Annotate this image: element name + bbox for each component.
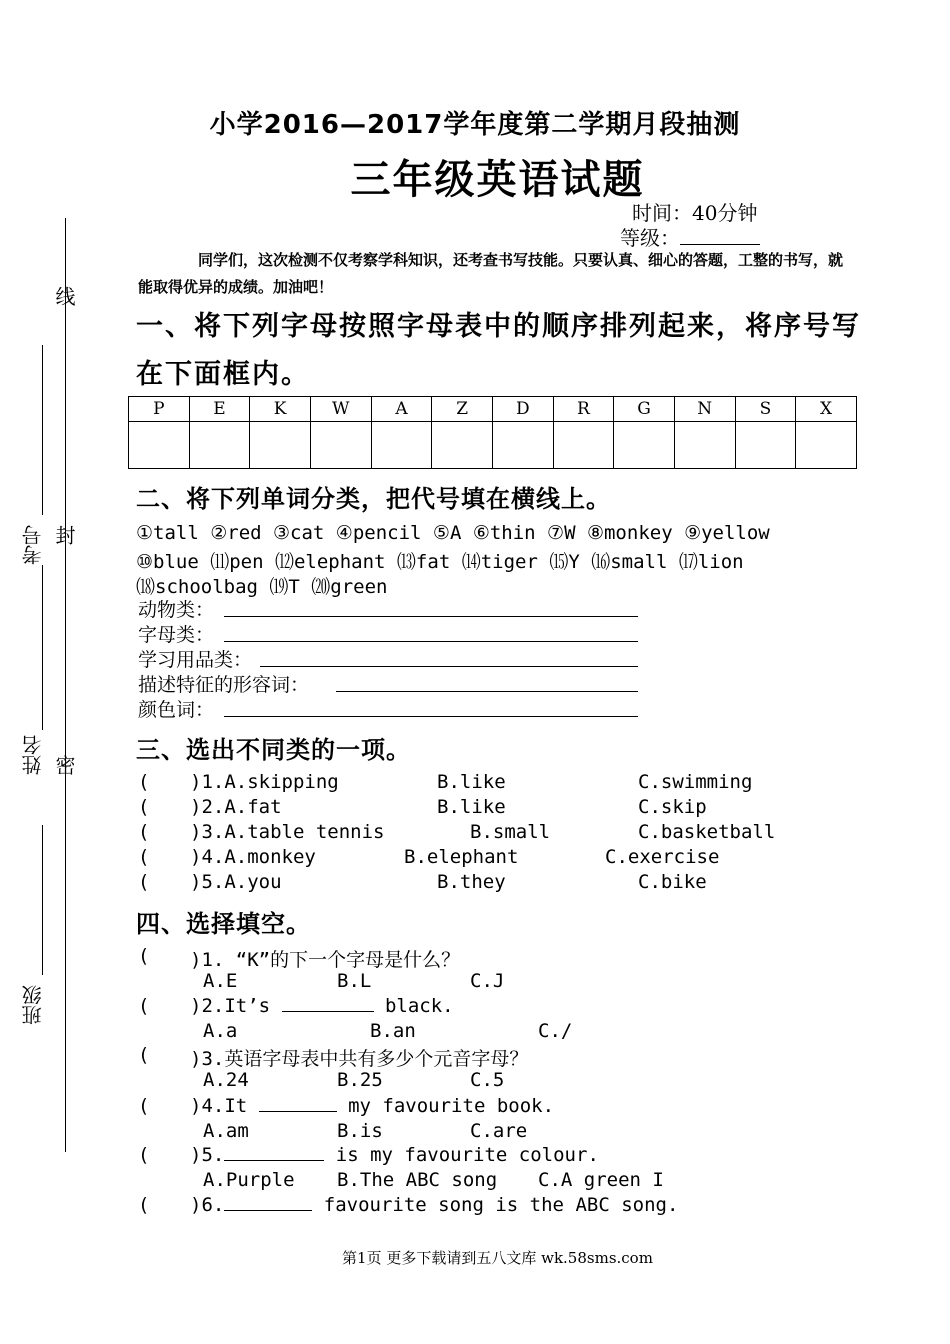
category-animals-blank[interactable] bbox=[224, 616, 638, 617]
letter-cell: R bbox=[553, 397, 614, 422]
s4-q5-text bbox=[190, 1144, 599, 1166]
s3-q2-option-b: B.like bbox=[437, 796, 506, 818]
category-stationery-blank[interactable] bbox=[260, 666, 638, 667]
letter-cell: E bbox=[189, 397, 250, 422]
section2-title: 二、将下列单词分类，把代号填在横线上。 bbox=[136, 485, 611, 513]
s4-q2-option-c: C./ bbox=[538, 1020, 573, 1042]
side-label-xian: 线 bbox=[52, 286, 76, 306]
s3-q3-option-c: C.basketball bbox=[638, 821, 776, 843]
xingming-blank[interactable] bbox=[42, 565, 43, 730]
letters-table bbox=[128, 396, 857, 469]
category-stationery-label: 学习用品类： bbox=[138, 649, 253, 671]
s4-q6-post: favourite song is the ABC song. bbox=[323, 1194, 679, 1216]
s3-q5-option-b: B.they bbox=[437, 871, 506, 893]
section3-title: 三、选出不同类的一项。 bbox=[136, 736, 411, 764]
side-label-kaohao: 考号 bbox=[21, 525, 45, 565]
letter-cell: P bbox=[129, 397, 190, 422]
kaohao-blank[interactable] bbox=[42, 345, 43, 515]
side-label-mi: 密 bbox=[52, 755, 76, 775]
s4-q1-option-a: A.E bbox=[203, 970, 238, 992]
answer-cell[interactable] bbox=[189, 422, 250, 469]
category-colours-blank[interactable] bbox=[224, 716, 638, 717]
word-list-line2: ⑩blue ⑾pen ⑿elephant ⒀fat ⒁tiger ⒂Y ⒃small ⒄lion bbox=[136, 551, 744, 573]
s4-q3-paren[interactable]: ( bbox=[138, 1044, 150, 1066]
intro-text: 同学们，这次检测不仅考察学科知识，还考查书写技能。只要认真、细心的答题，工整的书写，就能取得优异的成绩。加油吧！ bbox=[138, 251, 844, 296]
s3-q4-option-a: )4.A.monkey bbox=[190, 846, 316, 868]
s3-q1-option-b: B.like bbox=[437, 771, 506, 793]
s4-q2-option-b: B.an bbox=[370, 1020, 416, 1042]
answer-cell[interactable] bbox=[129, 422, 190, 469]
s3-q3-paren[interactable]: ( bbox=[138, 821, 150, 843]
s4-q2-post: black. bbox=[384, 995, 454, 1017]
answer-cell[interactable] bbox=[310, 422, 371, 469]
category-adjectives-blank[interactable] bbox=[336, 691, 638, 692]
letter-cell: G bbox=[614, 397, 675, 422]
grade-label: 等级： bbox=[620, 226, 680, 250]
s4-q2-text bbox=[190, 995, 454, 1017]
s4-q5-paren[interactable]: ( bbox=[138, 1144, 150, 1166]
letter-cell: K bbox=[250, 397, 311, 422]
s3-q2-option-c: C.skip bbox=[638, 796, 707, 818]
s3-q3-option-a: )3.A.table tennis bbox=[190, 821, 385, 843]
category-animals-label: 动物类： bbox=[138, 599, 215, 621]
s4-q3-option-c: C.5 bbox=[470, 1069, 505, 1091]
s4-q2-blank[interactable] bbox=[282, 997, 374, 1012]
s4-q5-blank[interactable] bbox=[224, 1146, 324, 1161]
answer-cell[interactable] bbox=[614, 422, 675, 469]
s4-q5-option-c: C.A green I bbox=[538, 1169, 664, 1191]
exam-title: 三年级英语试题 bbox=[350, 157, 645, 203]
s4-q2-option-a: A.a bbox=[203, 1020, 238, 1042]
s3-q1-paren[interactable]: ( bbox=[138, 771, 150, 793]
answer-cell[interactable] bbox=[432, 422, 493, 469]
s3-q2-paren[interactable]: ( bbox=[138, 796, 150, 818]
s4-q4-option-b: B.is bbox=[337, 1120, 383, 1142]
s3-q1-option-a: )1.A.skipping bbox=[190, 771, 339, 793]
s3-q3-option-b: B.small bbox=[470, 821, 551, 843]
s4-q5-post: is my favourite colour. bbox=[335, 1144, 599, 1166]
s3-q5-option-a: )5.A.you bbox=[190, 871, 282, 893]
section4-title: 四、选择填空。 bbox=[136, 910, 311, 938]
letter-row bbox=[129, 397, 857, 422]
s4-q1-option-c: C.J bbox=[470, 970, 505, 992]
s3-q5-paren[interactable]: ( bbox=[138, 871, 150, 893]
s4-q4-pre: )4.It bbox=[190, 1095, 248, 1117]
letter-cell: S bbox=[735, 397, 796, 422]
s4-q6-text bbox=[190, 1194, 678, 1216]
exam-time: 时间：40分钟 bbox=[632, 201, 758, 225]
s4-q3-option-b: B.25 bbox=[337, 1069, 383, 1091]
letter-cell: D bbox=[492, 397, 553, 422]
answer-row bbox=[129, 422, 857, 469]
binding-line bbox=[65, 218, 66, 1152]
s4-q5-option-a: A.Purple bbox=[203, 1169, 295, 1191]
section1-title-line2: 在下面框内。 bbox=[136, 359, 310, 390]
letter-cell: Z bbox=[432, 397, 493, 422]
answer-cell[interactable] bbox=[674, 422, 735, 469]
s4-q3-option-a: A.24 bbox=[203, 1069, 249, 1091]
s4-q2-paren[interactable]: ( bbox=[138, 995, 150, 1017]
answer-cell[interactable] bbox=[371, 422, 432, 469]
side-label-banji: 班级 bbox=[21, 985, 45, 1025]
s4-q4-blank[interactable] bbox=[259, 1097, 337, 1112]
answer-cell[interactable] bbox=[553, 422, 614, 469]
s4-q4-post: my favourite book. bbox=[348, 1095, 555, 1117]
category-colours-label: 颜色词： bbox=[138, 699, 215, 721]
s4-q1-text: )1. “K”的下一个字母是什么？ bbox=[190, 949, 461, 971]
section1-title-line1: 一、将下列字母按照字母表中的顺序排列起来，将序号写 bbox=[136, 311, 861, 342]
s4-q3-text: )3.英语字母表中共有多少个元音字母？ bbox=[190, 1048, 529, 1070]
s4-q5-option-b: B.The ABC song bbox=[337, 1169, 498, 1191]
answer-cell[interactable] bbox=[250, 422, 311, 469]
category-letters-blank[interactable] bbox=[224, 641, 638, 642]
s4-q6-paren[interactable]: ( bbox=[138, 1194, 150, 1216]
answer-cell[interactable] bbox=[492, 422, 553, 469]
s4-q1-paren[interactable]: ( bbox=[138, 945, 150, 967]
word-list-line1: ①tall ②red ③cat ④pencil ⑤A ⑥thin ⑦W ⑧monkey ⑨yellow bbox=[136, 522, 770, 544]
exam-subtitle: 小学2016—2017学年度第二学期月段抽测 bbox=[209, 110, 741, 140]
side-label-feng: 封 bbox=[52, 525, 76, 545]
s3-q4-option-c: C.exercise bbox=[605, 846, 720, 868]
s4-q2-pre: )2.It’s bbox=[190, 995, 271, 1017]
answer-cell[interactable] bbox=[735, 422, 796, 469]
page-footer: 第1页 更多下载请到五八文库 wk.58sms.com bbox=[342, 1249, 653, 1267]
s4-q6-blank[interactable] bbox=[224, 1196, 312, 1211]
s4-q6-pre: )6. bbox=[190, 1194, 225, 1216]
s3-q1-option-c: C.swimming bbox=[638, 771, 753, 793]
letter-cell: W bbox=[310, 397, 371, 422]
s4-q4-option-a: A.am bbox=[203, 1120, 249, 1142]
category-letters-label: 字母类： bbox=[138, 624, 215, 646]
side-label-xingming: 姓名 bbox=[21, 735, 45, 775]
s3-q5-option-c: C.bike bbox=[638, 871, 707, 893]
letter-cell: N bbox=[674, 397, 735, 422]
s3-q4-option-b: B.elephant bbox=[404, 846, 519, 868]
letter-cell: A bbox=[371, 397, 432, 422]
s4-q5-pre: )5. bbox=[190, 1144, 225, 1166]
category-adjectives-label: 描述特征的形容词： bbox=[138, 674, 310, 696]
s4-q4-text bbox=[190, 1095, 554, 1117]
s3-q4-paren[interactable]: ( bbox=[138, 846, 150, 868]
grade-blank[interactable] bbox=[680, 228, 760, 245]
letter-cell: X bbox=[796, 397, 857, 422]
s4-q4-paren[interactable]: ( bbox=[138, 1095, 150, 1117]
word-list-line3: ⒅schoolbag ⒆T ⒇green bbox=[136, 576, 388, 598]
answer-cell[interactable] bbox=[796, 422, 857, 469]
s4-q4-option-c: C.are bbox=[470, 1120, 528, 1142]
banji-blank[interactable] bbox=[42, 825, 43, 975]
s3-q2-option-a: )2.A.fat bbox=[190, 796, 282, 818]
s4-q1-option-b: B.L bbox=[337, 970, 372, 992]
